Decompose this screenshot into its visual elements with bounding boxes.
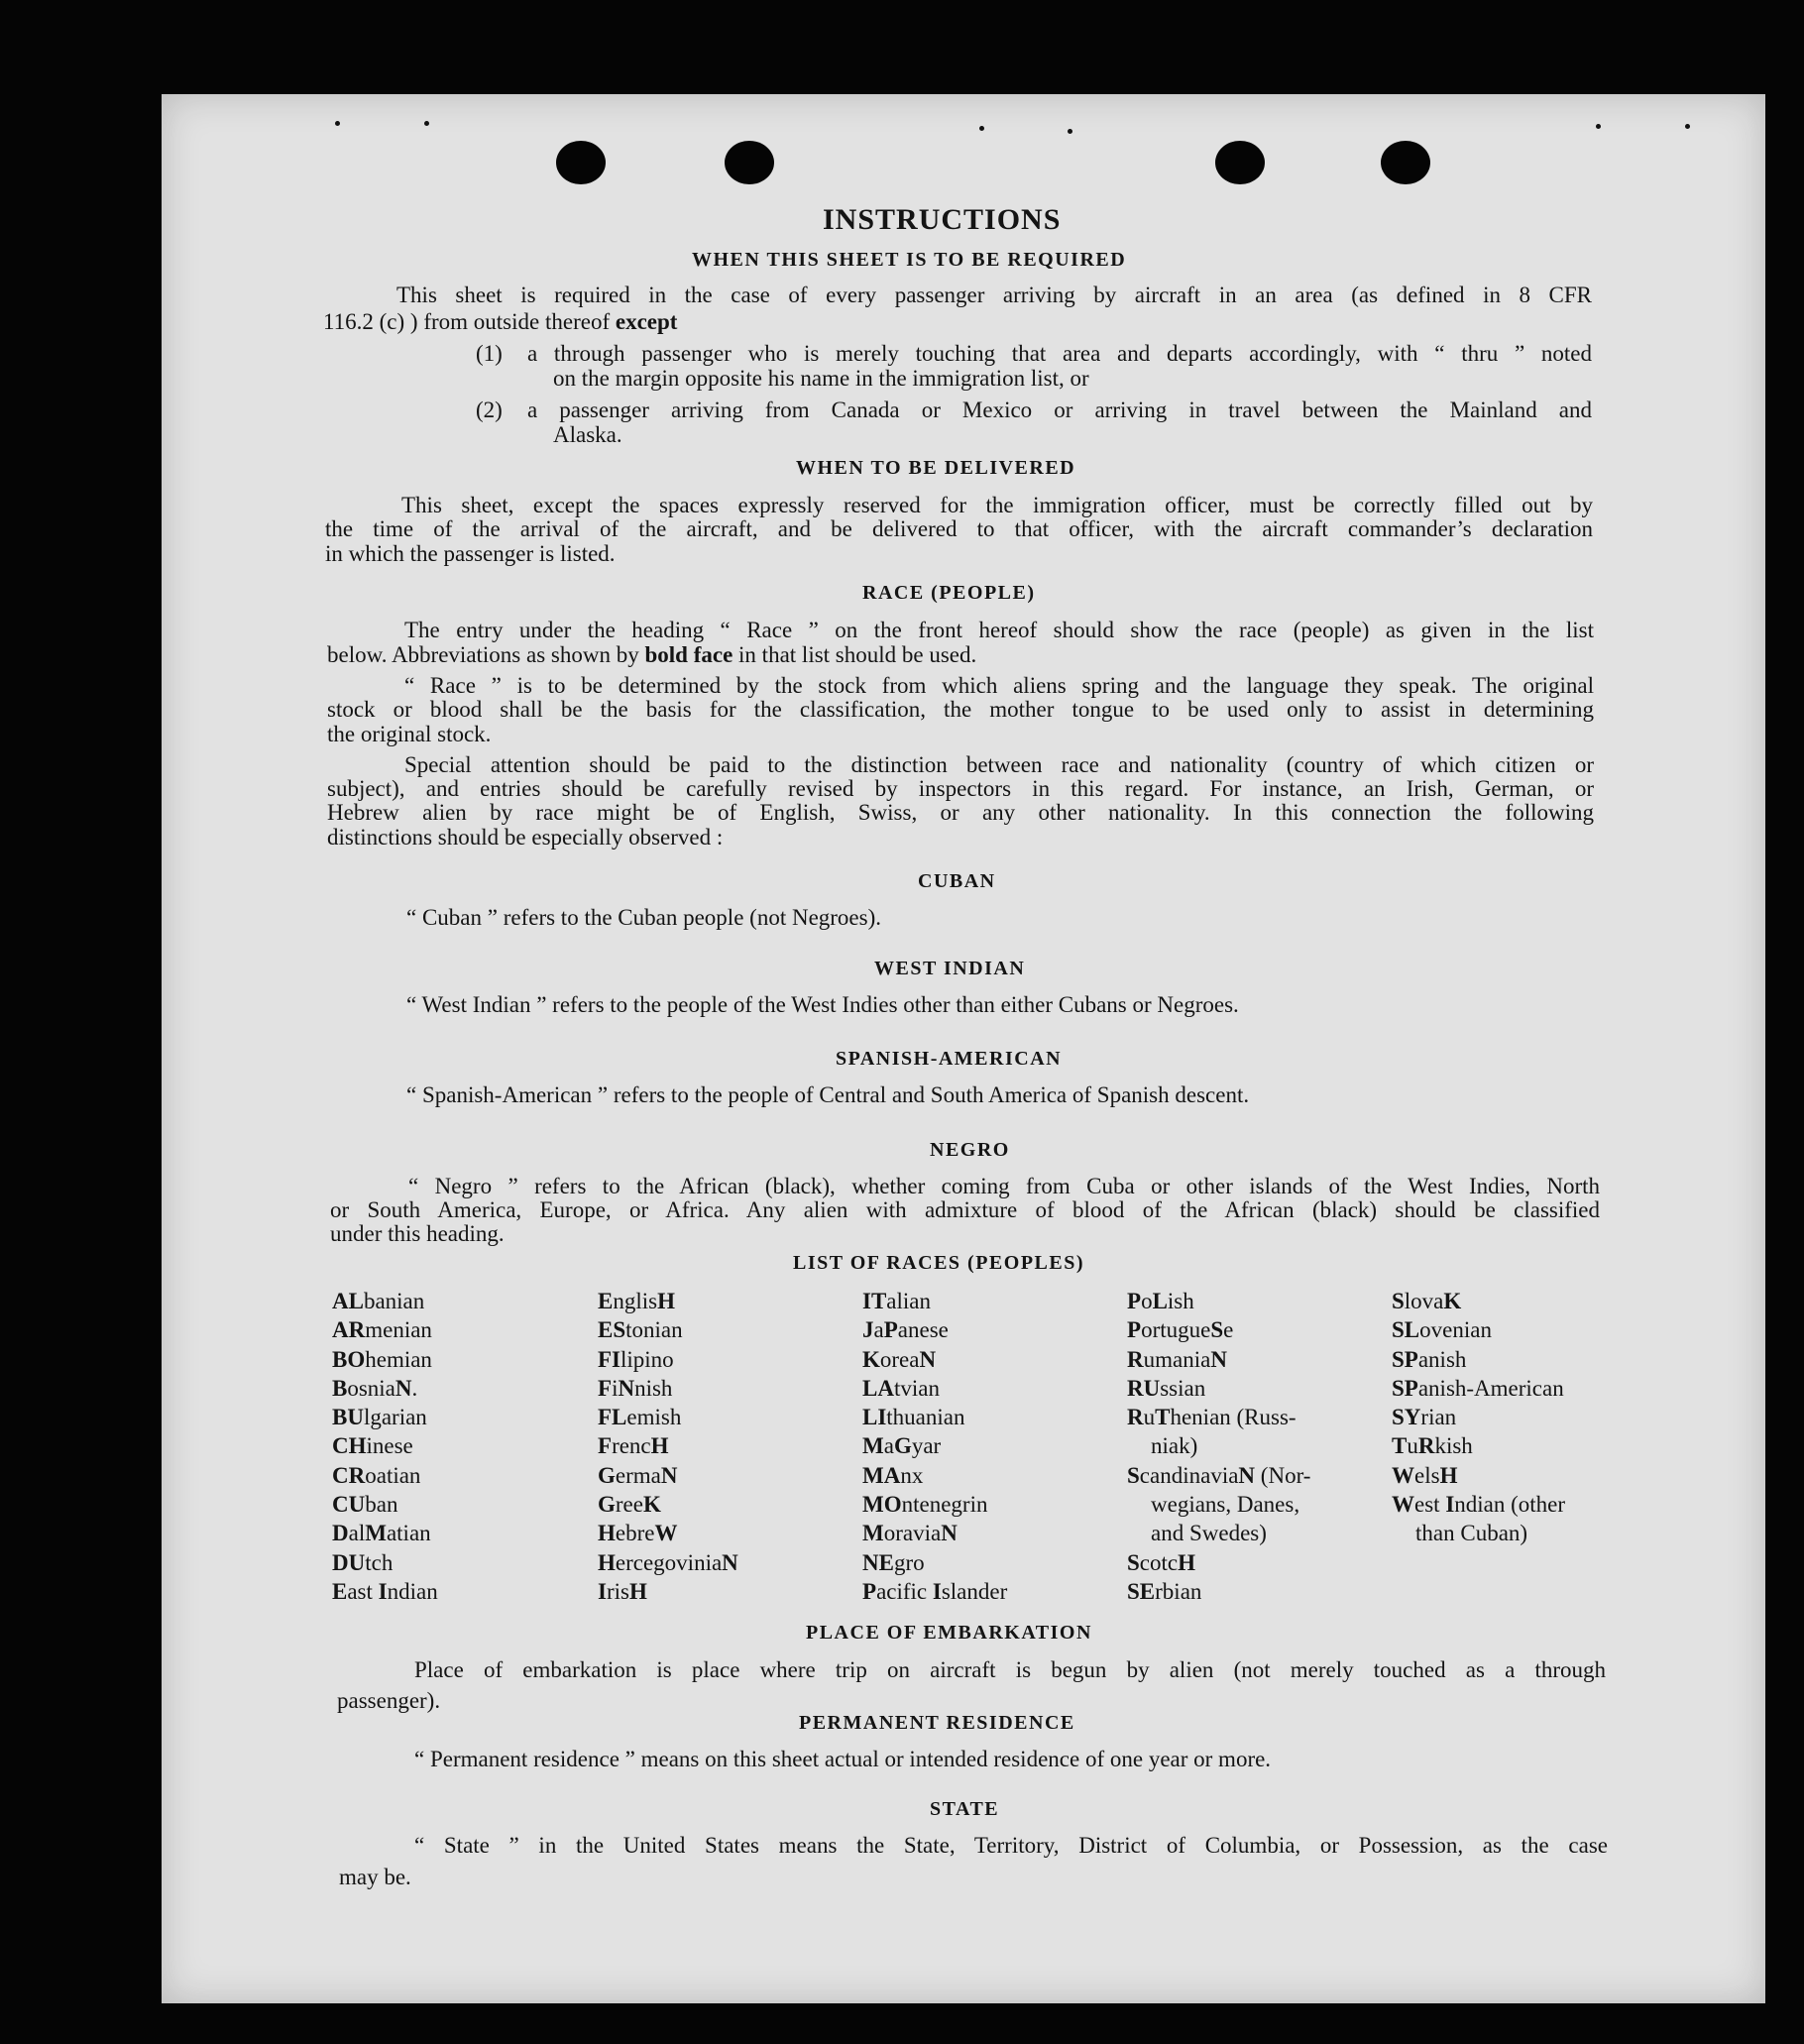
punch-hole <box>1215 141 1265 184</box>
race-entry: SLovenian <box>1392 1317 1492 1343</box>
required-item-line: on the margin opposite his name in the immigration list, or <box>553 366 1089 391</box>
cuban-text: “ Cuban ” refers to the Cuban people (not Negroes). <box>406 905 882 930</box>
race-line: below. Abbreviations as shown by bold face in that list should be used. <box>327 642 977 667</box>
race-entry: EStonian <box>598 1317 683 1343</box>
delivered-line: the time of the arrival of the aircraft, and be delivered to that officer, with the aircraft commander’s declaration <box>325 516 1593 541</box>
race-entry: West Indian (other <box>1392 1492 1566 1518</box>
race-line: Hebrew alien by race might be of English, Swiss, or any other nationality. In this connection the following <box>327 800 1594 825</box>
race-entry: ARmenian <box>332 1317 432 1343</box>
race-entry: BOhemian <box>332 1346 432 1372</box>
race-entry: CRoatian <box>332 1462 421 1488</box>
punch-hole <box>1381 141 1430 184</box>
race-entry: DalMatian <box>332 1521 431 1546</box>
west-indian-text: “ West Indian ” refers to the people of the West Indies other than either Cubans or Negroes. <box>406 992 1239 1017</box>
race-entry: SErbian <box>1127 1578 1202 1604</box>
heading-negro: NEGRO <box>930 1139 1010 1161</box>
required-item-line: Alaska. <box>553 422 622 447</box>
heading-residence: PERMANENT RESIDENCE <box>799 1712 1075 1734</box>
heading-race: RACE (PEOPLE) <box>862 582 1036 604</box>
state-line: “ State ” in the United States means the State, Territory, District of Columbia, or Possession, as the case <box>414 1833 1608 1858</box>
race-entry: IrisH <box>598 1578 647 1604</box>
race-entry: MaGyar <box>862 1433 942 1459</box>
races-column-2 <box>598 1287 855 1606</box>
races-column-4 <box>1127 1287 1385 1606</box>
race-entry: LAtvian <box>862 1375 940 1401</box>
item-number: (1) <box>476 341 503 366</box>
race-entry: SPanish <box>1392 1346 1467 1372</box>
speck-mark <box>1596 124 1601 129</box>
race-entry: TuRkish <box>1392 1433 1473 1459</box>
race-entry: MoraviaN <box>862 1521 958 1546</box>
race-entry: ITalian <box>862 1289 931 1313</box>
heading-spanish-american: SPANISH-AMERICAN <box>836 1048 1063 1070</box>
embarkation-line: Place of embarkation is place where trip on aircraft is begun by alien (not merely touched as a through <box>414 1657 1606 1682</box>
punch-hole <box>725 141 774 184</box>
race-entry: LIthuanian <box>862 1405 965 1430</box>
race-entry: HercegoviniaN <box>598 1549 738 1575</box>
race-entry: FiNnish <box>598 1375 673 1401</box>
heading-west-indian: WEST INDIAN <box>874 958 1026 979</box>
race-entry: East Indian <box>332 1578 438 1604</box>
race-entry: WelsH <box>1392 1462 1458 1488</box>
race-entry: EnglisH <box>598 1289 675 1313</box>
heading-list-of-races: LIST OF RACES (PEOPLES) <box>793 1252 1085 1274</box>
delivered-line: in which the passenger is listed. <box>325 541 616 566</box>
race-entry: MAnx <box>862 1462 924 1488</box>
embarkation-line: passenger). <box>337 1688 441 1713</box>
speck-mark <box>979 126 984 131</box>
race-line: distinctions should be especially observed : <box>327 825 724 850</box>
spanish-american-text: “ Spanish-American ” refers to the people of Central and South America of Spanish descent. <box>406 1082 1250 1107</box>
race-entry: FrencH <box>598 1433 669 1459</box>
negro-line: or South America, Europe, or Africa. Any alien with admixture of blood of the African (black) should be classified <box>330 1197 1600 1222</box>
race-entry: and Swedes) <box>1151 1521 1267 1546</box>
race-entry: ScotcH <box>1127 1549 1195 1575</box>
race-entry: PortugueSe <box>1127 1317 1234 1343</box>
heading-required: WHEN THIS SHEET IS TO BE REQUIRED <box>692 249 1127 271</box>
races-column-1 <box>332 1287 590 1606</box>
heading-delivered: WHEN TO BE DELIVERED <box>796 457 1076 479</box>
punch-hole <box>556 141 606 184</box>
race-entry: BosniaN. <box>332 1375 418 1401</box>
race-entry: NEgro <box>862 1549 925 1575</box>
race-entry: FLemish <box>598 1405 682 1430</box>
required-intro-line: This sheet is required in the case of every passenger arriving by aircraft in an area (as defined in 8 CFR <box>396 283 1592 307</box>
negro-line: under this heading. <box>330 1221 505 1246</box>
race-line: stock or blood shall be the basis for the classification, the mother tongue to be used only to assist in determining <box>327 697 1594 722</box>
race-entry: ScandinaviaN (Nor- <box>1127 1462 1311 1488</box>
delivered-line: This sheet, except the spaces expressly reserved for the immigration officer, must be correctly filled out by <box>401 493 1593 517</box>
race-entry: CUban <box>332 1492 398 1518</box>
race-entry: GermaN <box>598 1462 678 1488</box>
race-entry: niak) <box>1151 1433 1198 1459</box>
item-number: (2) <box>476 397 503 422</box>
race-entry: GreeK <box>598 1492 661 1518</box>
speck-mark <box>1068 129 1072 134</box>
page-title: INSTRUCTIONS <box>823 203 1062 236</box>
race-entry: RUssian <box>1127 1375 1206 1401</box>
race-line: “ Race ” is to be determined by the stock from which aliens spring and the language they speak. The original <box>404 673 1594 698</box>
negro-line: “ Negro ” refers to the African (black), whether coming from Cuba or other islands of the West Indies, North <box>408 1174 1600 1198</box>
race-entry: PoLish <box>1127 1289 1194 1313</box>
race-entry: JaPanese <box>862 1317 949 1343</box>
races-column-5 <box>1392 1287 1649 1548</box>
race-entry: SPanish-American <box>1392 1375 1564 1401</box>
race-entry: DUtch <box>332 1549 394 1575</box>
required-item-line: a through passenger who is merely touching that area and departs accordingly, with “ thru ” noted <box>527 341 1592 366</box>
race-entry: HebreW <box>598 1521 678 1546</box>
race-line: subject), and entries should be carefully revised by inspectors in this regard. For instance, an Irish, German, or <box>327 776 1594 801</box>
race-entry: FIlipino <box>598 1346 674 1372</box>
required-item-line: a passenger arriving from Canada or Mexico or arriving in travel between the Mainland and <box>527 397 1592 422</box>
race-entry: ALbanian <box>332 1289 425 1313</box>
race-entry: than Cuban) <box>1415 1521 1528 1546</box>
race-line: The entry under the heading “ Race ” on the front hereof should show the race (people) as given in the list <box>404 618 1594 642</box>
race-line: the original stock. <box>327 722 492 746</box>
race-entry: RumaniaN <box>1127 1346 1227 1372</box>
residence-text: “ Permanent residence ” means on this sheet actual or intended residence of one year or more. <box>414 1747 1272 1771</box>
race-entry: CHinese <box>332 1433 413 1459</box>
heading-embarkation: PLACE OF EMBARKATION <box>806 1622 1092 1644</box>
races-column-3 <box>862 1287 1120 1606</box>
speck-mark <box>335 121 340 126</box>
race-entry: BUlgarian <box>332 1405 427 1430</box>
race-entry: wegians, Danes, <box>1151 1492 1300 1518</box>
heading-state: STATE <box>930 1798 1000 1820</box>
race-entry: MOntenegrin <box>862 1492 988 1518</box>
heading-cuban: CUBAN <box>918 870 996 892</box>
race-line: Special attention should be paid to the distinction between race and nationality (country of which citizen or <box>404 752 1594 777</box>
race-entry: SlovaK <box>1392 1289 1462 1313</box>
state-line: may be. <box>339 1865 411 1889</box>
speck-mark <box>424 121 429 126</box>
race-entry: SYrian <box>1392 1405 1457 1430</box>
race-entry: RuThenian (Russ- <box>1127 1405 1297 1430</box>
race-entry: Pacific Islander <box>862 1578 1008 1604</box>
race-entry: KoreaN <box>862 1346 937 1372</box>
speck-mark <box>1685 124 1690 129</box>
required-intro-line: 116.2 (c) ) from outside thereof except <box>323 309 678 334</box>
